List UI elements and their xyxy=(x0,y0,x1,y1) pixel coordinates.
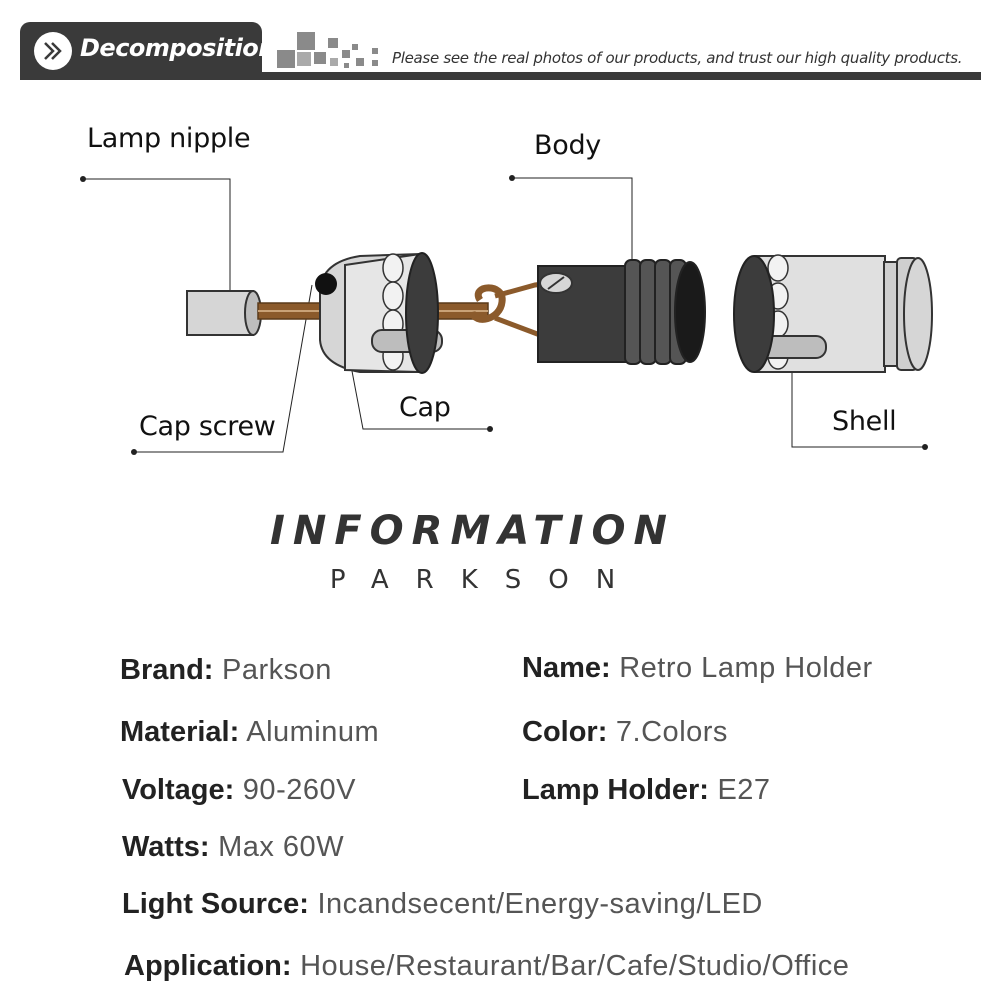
shell-part xyxy=(734,255,932,372)
spec-value: House/Restaurant/Bar/Cafe/Studio/Office xyxy=(291,950,850,982)
spec-value: 7.Colors xyxy=(607,716,728,748)
label-cap-screw: Cap screw xyxy=(139,411,276,442)
cap-part xyxy=(315,253,442,373)
spec-brand xyxy=(120,654,332,687)
label-cap: Cap xyxy=(399,392,451,423)
spec-key: Material: xyxy=(120,716,240,748)
section-title: Decomposition xyxy=(80,34,275,62)
spec-key: Color: xyxy=(522,716,608,748)
label-shell: Shell xyxy=(832,406,897,437)
spec-name xyxy=(522,652,873,685)
spec-value: Max 60W xyxy=(209,831,345,863)
spec-key: Lamp Holder: xyxy=(522,774,709,806)
spec-value: E27 xyxy=(708,774,771,806)
lamp-nipple-part xyxy=(187,291,261,335)
spec-application xyxy=(124,950,849,983)
spec-key: Name: xyxy=(522,652,611,684)
spec-key: Watts: xyxy=(122,831,210,863)
body-part xyxy=(538,260,705,364)
tagline: Please see the real photos of our products, and trust our high quality products. xyxy=(392,49,963,67)
label-body: Body xyxy=(534,130,601,161)
spec-value: 90-260V xyxy=(234,774,356,806)
spec-watts xyxy=(122,831,344,864)
spec-material xyxy=(120,716,379,749)
spec-color xyxy=(522,716,728,749)
spec-voltage xyxy=(122,774,356,807)
spec-value: Incandsecent/Energy-saving/LED xyxy=(308,888,763,920)
label-lamp-nipple: Lamp nipple xyxy=(87,123,251,154)
info-title: INFORMATION xyxy=(269,508,676,554)
spec-value: Retro Lamp Holder xyxy=(610,652,873,684)
spec-key: Voltage: xyxy=(122,774,235,806)
spec-key: Light Source: xyxy=(122,888,309,920)
spec-value: Parkson xyxy=(213,654,332,686)
spec-lamp-holder xyxy=(522,774,771,807)
info-brand-line: PARKSON xyxy=(329,565,643,595)
spec-key: Application: xyxy=(124,950,292,982)
spec-value: Aluminum xyxy=(239,716,380,748)
spec-key: Brand: xyxy=(120,654,214,686)
spec-light-source xyxy=(122,888,763,921)
